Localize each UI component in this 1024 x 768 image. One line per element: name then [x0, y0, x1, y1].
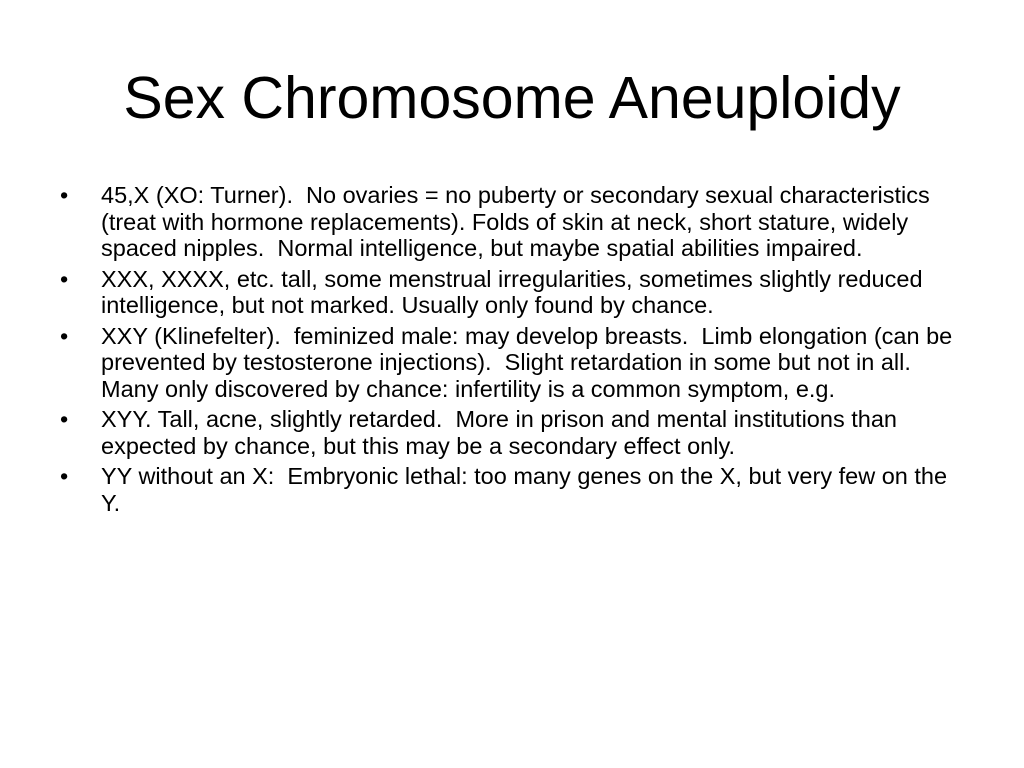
- bullet-item-klinefelter: [60, 323, 960, 403]
- bullet-icon: •: [60, 265, 69, 292]
- bullet-item-xyy: [60, 406, 960, 459]
- bullet-item-yy: [60, 463, 960, 516]
- bullet-list: [60, 182, 960, 520]
- bullet-icon: •: [60, 463, 69, 489]
- bullet-text: XYY. Tall, acne, slightly retarded. More in prison and mental institutions than expected by chance, but this may be a secondary effect only.: [101, 406, 904, 459]
- bullet-icon: •: [60, 182, 69, 208]
- bullet-icon: •: [60, 322, 69, 349]
- bullet-text: YY without an X: Embryonic lethal: too many genes on the X, but very few on the Y.: [101, 463, 954, 516]
- bullet-text: 45,X (XO: Turner). No ovaries = no puberty or secondary sexual characteristics (treat with hormone replacements). Folds of skin at neck, short stature, widely spaced nipples. Normal intelligence, but maybe spatial abilities impaired.: [101, 182, 937, 261]
- bullet-text: XXY (Klinefelter). feminized male: may develop breasts. Limb elongation (can be prevented by testosterone injections). Slight retardation in some but not in all. Many only discovered by chance: infertility is a common symptom, e.g.: [101, 322, 959, 402]
- slide-title: Sex Chromosome Aneuploidy: [123, 65, 901, 131]
- bullet-item-triple-x: [60, 266, 960, 319]
- bullet-item-turner: [60, 182, 960, 262]
- bullet-text: XXX, XXXX, etc. tall, some menstrual irregularities, sometimes slightly reduced intelligence, but not marked. Usually only found by chance.: [101, 265, 930, 318]
- bullet-icon: •: [60, 406, 69, 432]
